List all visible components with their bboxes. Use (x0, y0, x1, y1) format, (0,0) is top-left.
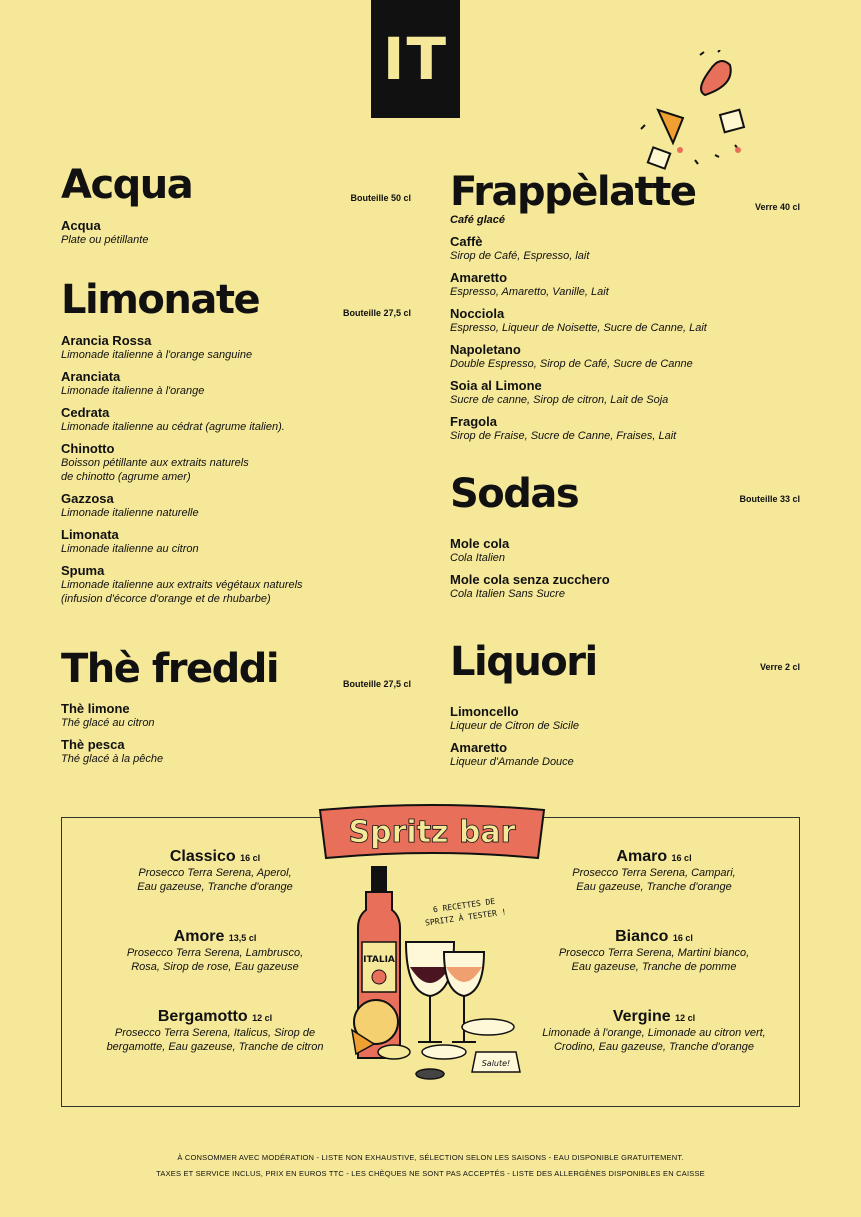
section-title: Liquori (450, 639, 597, 685)
bottle-label: ITALIA (363, 955, 395, 965)
item-desc: Liqueur de Citron de Sicile (450, 720, 580, 732)
section-the-freddi (61, 647, 411, 773)
item-name: Chinotto (61, 441, 115, 456)
spritz-unit: 16 cl (672, 933, 693, 943)
spritz-unit: 16 cl (671, 853, 692, 863)
spritz-name: Classico (169, 848, 236, 865)
spritz-name: Bergamotto (157, 1008, 248, 1025)
section-unit: Bouteille 27,5 cl (342, 679, 411, 689)
section-subtitle: Café glacé (450, 214, 506, 226)
spritz-item-bianco (534, 928, 774, 974)
section-unit: Verre 2 cl (759, 662, 800, 672)
spritz-desc: Prosecco Terra Serena, Italicus, Sirop de bergamotte, Eau gazeuse, Tranche de citron (106, 1027, 324, 1053)
spritz-item-bergamotto (95, 1008, 335, 1054)
spritz-handwritten-note: 6 RECETTES DE SPRITZ À TESTER ! (424, 896, 507, 928)
item-name: Nocciola (450, 306, 505, 321)
menu-item (61, 563, 411, 606)
item-desc: Limonade italienne au citron (61, 543, 199, 555)
item-name: Soia al Limone (450, 378, 542, 393)
section-title: Thè freddi (61, 646, 279, 692)
menu-item (450, 704, 800, 733)
menu-item (61, 491, 411, 520)
spritz-name: Amaro (616, 848, 668, 865)
menu-item (61, 441, 411, 484)
item-desc: Limonade italienne à l'orange sanguine (61, 349, 253, 361)
spritz-desc: Limonade à l'orange, Limonade au citron vert, Crodino, Eau gazeuse, Tranche d'orange (542, 1027, 766, 1053)
spritz-name: Amore (173, 928, 225, 945)
spritz-unit: 16 cl (240, 853, 261, 863)
spritz-desc: Prosecco Terra Serena, Martini bianco, Eau gazeuse, Tranche de pomme (558, 947, 750, 973)
spritz-item-amaro (534, 848, 774, 894)
menu-item (450, 378, 800, 407)
section-liquori (450, 640, 800, 776)
item-name: Spuma (61, 563, 105, 578)
item-desc: Double Espresso, Sirop de Café, Sucre de Canne (450, 358, 693, 370)
item-desc: Cola Italien Sans Sucre (450, 588, 565, 600)
spritz-bar-title: Spritz bar (348, 815, 516, 850)
item-desc: Sirop de Café, Espresso, lait (450, 250, 590, 262)
menu-item (61, 333, 411, 362)
spritz-unit: 13,5 cl (228, 933, 257, 943)
item-desc: Limonade italienne naturelle (61, 507, 199, 519)
item-desc: Plate ou pétillante (61, 234, 149, 246)
item-name: Limoncello (450, 704, 519, 719)
item-desc: Thé glacé à la pêche (61, 753, 164, 765)
section-unit: Bouteille 50 cl (350, 193, 411, 203)
menu-item (61, 701, 411, 730)
spritz-name: Vergine (612, 1008, 671, 1025)
section-title: Frappèlatte (450, 169, 696, 215)
section-frappelatte (450, 170, 800, 450)
menu-item (450, 234, 800, 263)
brand-logo: IT (371, 0, 460, 118)
item-desc: Cola Italien (450, 552, 506, 564)
menu-item (450, 342, 800, 371)
item-name: Mole cola senza zucchero (450, 572, 610, 587)
item-desc: Limonade italienne à l'orange (61, 385, 205, 397)
spritz-desc: Prosecco Terra Serena, Campari, Eau gazeuse, Tranche d'orange (572, 867, 736, 893)
item-name: Caffè (450, 234, 483, 249)
spritz-item-amore (95, 928, 335, 974)
menu-item (450, 740, 800, 769)
item-name: Acqua (61, 218, 101, 233)
section-sodas (450, 472, 800, 608)
spritz-name: Bianco (615, 928, 669, 945)
section-unit: Bouteille 27,5 cl (342, 308, 411, 318)
spritz-bar-banner (316, 800, 548, 864)
item-name: Amaretto (450, 740, 508, 755)
fruit-ice-illustration (640, 50, 770, 180)
menu-item (450, 270, 800, 299)
item-name: Amaretto (450, 270, 508, 285)
item-name: Napoletano (450, 342, 521, 357)
footer-line-1: À CONSOMMER AVEC MODÉRATION - LISTE NON EXHAUSTIVE, SÉLECTION SELON LES SAISONS - EAU DISPONIBLE GRATUITEMENT. (177, 1153, 684, 1162)
spritz-item-classico (95, 848, 335, 894)
item-name: Cedrata (61, 405, 110, 420)
section-limonate (61, 278, 411, 613)
spritz-desc: Prosecco Terra Serena, Aperol, Eau gazeuse, Tranche d'orange (137, 867, 293, 893)
item-desc: Espresso, Liqueur de Noisette, Sucre de Canne, Lait (450, 322, 707, 334)
salute-sign: Salute! (481, 1059, 511, 1068)
menu-item (61, 527, 411, 556)
item-name: Gazzosa (61, 491, 114, 506)
menu-item (61, 737, 411, 766)
section-title: Acqua (61, 162, 193, 208)
spritz-desc: Prosecco Terra Serena, Lambrusco, Rosa, Sirop de rose, Eau gazeuse (126, 947, 304, 973)
item-desc: Sucre de canne, Sirop de citron, Lait de Soja (450, 394, 669, 406)
item-name: Aranciata (61, 369, 121, 384)
spritz-unit: 12 cl (675, 1013, 696, 1023)
item-desc: Limonade italienne aux extraits végétaux naturels (infusion d'écorce d'orange et de rhubarbe) (61, 579, 303, 605)
menu-item (450, 306, 800, 335)
item-desc: Limonade italienne au cédrat (agrume italien). (61, 421, 285, 433)
item-desc: Sirop de Fraise, Sucre de Canne, Fraises, Lait (450, 430, 677, 442)
menu-item (450, 536, 800, 565)
section-title: Limonate (61, 277, 260, 323)
spritz-unit: 12 cl (252, 1013, 273, 1023)
item-name: Thè pesca (61, 737, 125, 752)
menu-item (450, 414, 800, 443)
section-title: Sodas (450, 471, 579, 517)
item-name: Arancia Rossa (61, 333, 152, 348)
section-unit: Verre 40 cl (754, 202, 800, 212)
item-desc: Thé glacé au citron (61, 717, 155, 729)
item-name: Limonata (61, 527, 119, 542)
menu-item (61, 218, 411, 247)
item-name: Fragola (450, 414, 497, 429)
section-acqua (61, 163, 411, 254)
footer-line-2: TAXES ET SERVICE INCLUS, PRIX EN EUROS TTC - LES CHÈQUES NE SONT PAS ACCEPTÉS - LISTE DES ALLERGÈNES DISPONIBLES EN CAISSE (156, 1169, 705, 1178)
item-desc: Espresso, Amaretto, Vanille, Lait (450, 286, 609, 298)
menu-item (61, 369, 411, 398)
item-name: Thè limone (61, 701, 130, 716)
section-unit: Bouteille 33 cl (739, 494, 800, 504)
spritz-item-vergine (534, 1008, 774, 1054)
menu-item (450, 572, 800, 601)
item-name: Mole cola (450, 536, 510, 551)
item-desc: Liqueur d'Amande Douce (450, 756, 574, 768)
menu-item (61, 405, 411, 434)
item-desc: Boisson pétillante aux extraits naturels de chinotto (agrume amer) (61, 457, 249, 483)
